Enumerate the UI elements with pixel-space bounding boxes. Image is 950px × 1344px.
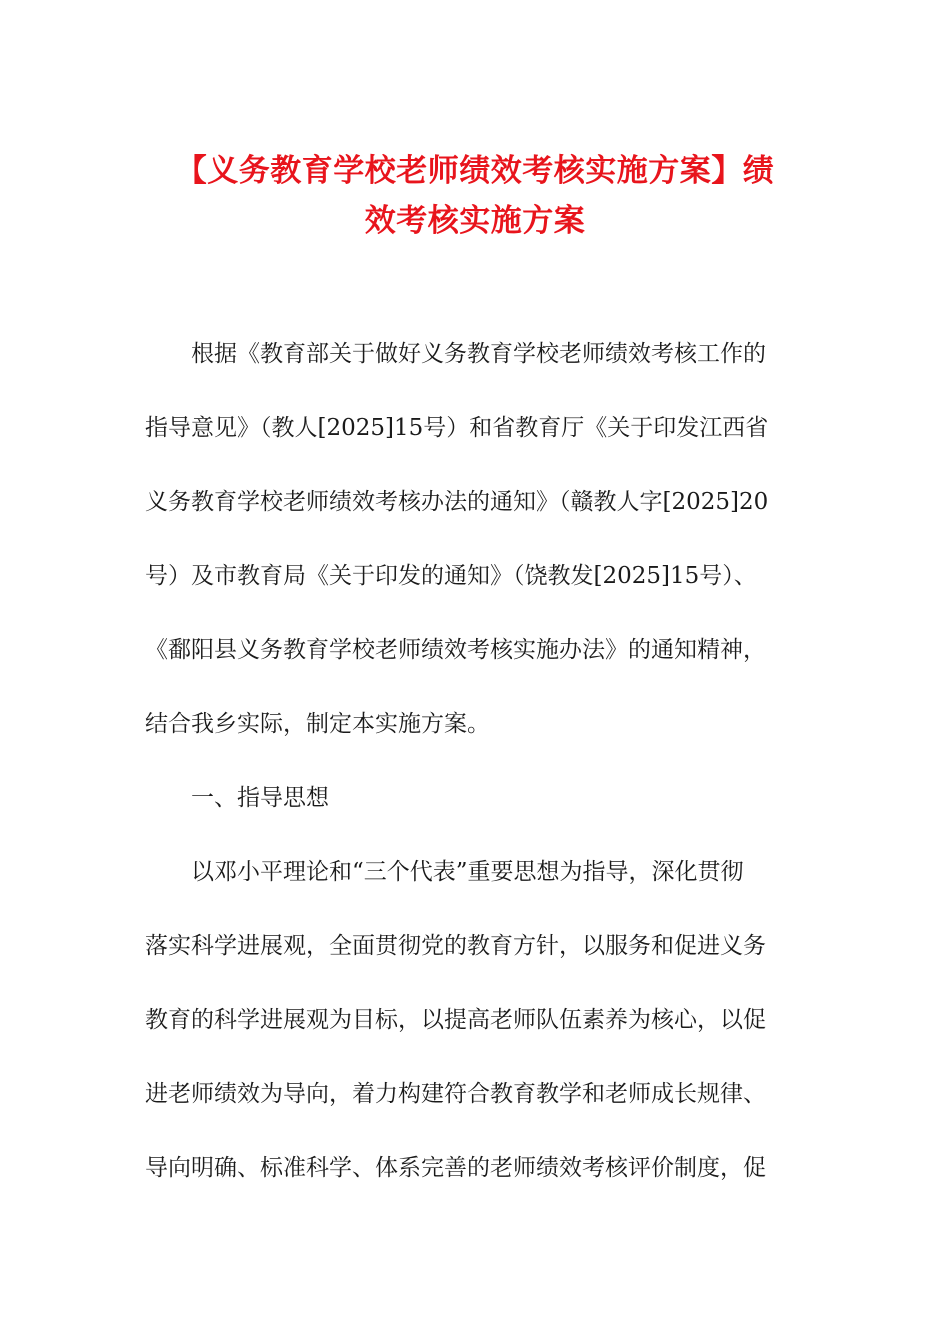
paragraph-line: 《鄱阳县义务教育学校老师绩效考核实施办法》的通知精神，: [145, 637, 766, 663]
paragraph-line: 指导意见》（教人[2025]15号）和省教育厅《关于印发江西省: [145, 415, 769, 441]
title-line-2: 效考核实施方案: [364, 203, 586, 239]
document-body: [145, 330, 805, 1218]
paragraph-line: 义务教育学校老师绩效考核办法的通知》（赣教人字[2025]20: [145, 489, 769, 515]
document-title: [130, 146, 820, 246]
paragraph-line: 教育的科学进展观为目标，以提高老师队伍素养为核心，以促: [145, 1007, 766, 1033]
section-heading-text: 一、指导思想: [191, 785, 329, 811]
paragraph-line: 以邓小平理论和“三个代表”重要思想为指导，深化贯彻: [191, 859, 744, 885]
paragraph-line: 落实科学进展观，全面贯彻党的教育方针，以服务和促进义务: [145, 933, 766, 959]
paragraph-line: 导向明确、标准科学、体系完善的老师绩效考核评价制度，促: [145, 1155, 766, 1181]
paragraph-line: 号）及市教育局《关于印发的通知》（饶教发[2025]15号）、: [145, 563, 757, 589]
paragraph-line: 根据《教育部关于做好义务教育学校老师绩效考核工作的: [191, 341, 766, 367]
paragraph-line: 结合我乡实际，制定本实施方案。: [145, 711, 490, 737]
section-heading: [145, 774, 805, 848]
paragraph-guiding-thought: [145, 848, 805, 1218]
paragraph-line: 进老师绩效为导向，着力构建符合教育教学和老师成长规律、: [145, 1081, 766, 1107]
title-line-1: 【义务教育学校老师绩效考核实施方案】绩: [175, 153, 775, 189]
paragraph-basis: [145, 330, 805, 774]
